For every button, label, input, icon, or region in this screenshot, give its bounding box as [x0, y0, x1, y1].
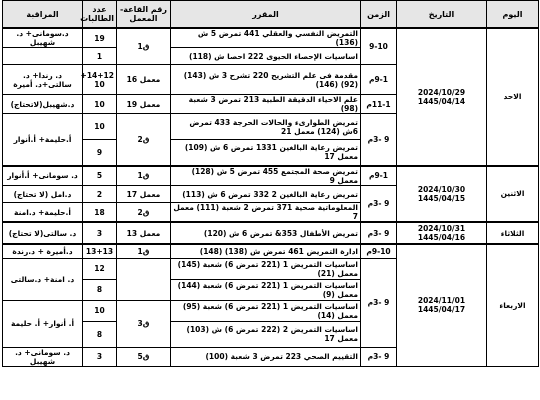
- date-cell: [397, 222, 487, 244]
- course-cell: تمريض رعاية البالغين 2 332 تمرض 6 ش (113): [171, 186, 361, 203]
- course-cell: مقدمة فى علم التشريح 220 تشرح 3 ش (143) (92) (146): [171, 65, 361, 95]
- room-cell: ق3: [117, 300, 171, 347]
- time-cell: 9-1م: [361, 65, 397, 95]
- course-cell: اساسيات التمريض 2 (222 تمرض 6) ش (103) معمل 17: [171, 321, 361, 347]
- count-cell: 19: [83, 28, 117, 48]
- time-cell: 9 -3م: [361, 347, 397, 366]
- course-cell: اساسيات التمريض 1 (221 تمرض 6) شعبة (145) معمل (21): [171, 258, 361, 279]
- date-hijri: 1445/04/16: [417, 233, 466, 242]
- day-cell: الاحد: [487, 28, 539, 166]
- course-cell: اساسيات التمريض 1 (221 تمرض 6) شعبة (95) معمل (14): [171, 300, 361, 321]
- course-cell: اساسيات الإحصاء الحيوى 222 احصا ش (118): [171, 48, 361, 65]
- time-cell: 9-1م: [361, 166, 397, 186]
- supervisor-cell: د. سومانى+ د. شهيبل: [3, 347, 83, 366]
- count-cell: 14+12+ 10: [83, 65, 117, 95]
- course-cell: المعلوماتية صحية 371 تمرض 2 شعبة (111) معمل 7: [171, 203, 361, 223]
- time-cell: 9-10م: [361, 244, 397, 258]
- date-hijri: 1445/04/15: [417, 193, 466, 203]
- day-cell: الثلاثاء: [487, 222, 539, 244]
- exam-schedule-table: [2, 0, 539, 367]
- room-cell: ق2: [117, 203, 171, 223]
- room-cell: [117, 258, 171, 300]
- date-gregorian: 2024/11/01: [417, 296, 466, 306]
- date-gregorian: 2024/10/31: [417, 224, 466, 233]
- room-cell: ق2: [117, 114, 171, 166]
- room-cell: معمل 19: [117, 95, 171, 114]
- header-row: [3, 1, 539, 29]
- header-course: المقرر: [171, 1, 361, 29]
- table-row: [3, 28, 539, 48]
- time-cell: 9 -3م: [361, 258, 397, 347]
- table-row: [3, 166, 539, 186]
- room-cell: ق1: [117, 166, 171, 186]
- course-cell: علم الاحياء الدقيقة الطبية 213 تمرض 3 شعبة (98): [171, 95, 361, 114]
- time-cell: 11-1م: [361, 95, 397, 114]
- count-cell: 9: [83, 140, 117, 166]
- count-cell: 5: [83, 166, 117, 186]
- count-cell: 3: [83, 347, 117, 366]
- time-cell: 9 -3م: [361, 186, 397, 223]
- time-cell: 9-10: [361, 28, 397, 65]
- course-cell: ادارة التمريض 461 تمرض ش (138) (148): [171, 244, 361, 258]
- supervisor-cell: د.أميرة + د.رندة: [3, 244, 83, 258]
- supervisor-cell: د.سومانى+ د. شهيبل: [3, 28, 83, 48]
- room-cell: ق1: [117, 244, 171, 258]
- header-supervisor: المراقبة: [3, 1, 83, 29]
- course-cell: التقييم الصحي 223 تمرض 3 شعبة (100): [171, 347, 361, 366]
- date-gregorian: 2024/10/30: [417, 184, 466, 194]
- count-cell: 1: [83, 48, 117, 65]
- course-cell: تمريض الأطفال 353& تمرض 6 ش (120): [171, 222, 361, 244]
- count-cell: 8: [83, 279, 117, 300]
- date-hijri: 1445/04/17: [417, 305, 466, 315]
- time-cell: 9 -3م: [361, 222, 397, 244]
- count-cell: 3: [83, 222, 117, 244]
- count-cell: 10: [83, 300, 117, 321]
- table-row: [3, 222, 539, 244]
- date-hijri: 1445/04/14: [417, 96, 466, 106]
- date-cell: [397, 166, 487, 223]
- room-cell: معمل 17: [117, 186, 171, 203]
- time-cell: 9 -3م: [361, 114, 397, 166]
- count-cell: 10: [83, 95, 117, 114]
- supervisor-cell: د.امل (لا تحتاج): [3, 186, 83, 203]
- date-cell: [397, 28, 487, 166]
- room-cell: ق1: [117, 28, 171, 65]
- supervisor-cell: أ.حليمة+ أ.أنوار: [3, 114, 83, 166]
- course-cell: تمريض رعاية البالغين 1331 تمرض 6 ش (109) معمل 17: [171, 140, 361, 166]
- header-time: الزمن: [361, 1, 397, 29]
- count-cell: 8: [83, 321, 117, 347]
- supervisor-cell: د.شهيبل(لاتحتاج): [3, 95, 83, 114]
- supervisor-cell: [3, 48, 83, 65]
- day-cell: الاربعاء: [487, 244, 539, 366]
- date-cell: [397, 244, 487, 366]
- count-cell: 18: [83, 203, 117, 223]
- header-count: عدد الطالبات: [83, 1, 117, 29]
- room-cell: ق5: [117, 347, 171, 366]
- count-cell: 2: [83, 186, 117, 203]
- count-cell: 12: [83, 258, 117, 279]
- table-row: [3, 244, 539, 258]
- date-gregorian: 2024/10/29: [417, 87, 466, 97]
- supervisor-cell: أ. أنوار+ أ. حليمة: [3, 300, 83, 347]
- header-date: التاريخ: [397, 1, 487, 29]
- room-cell: معمل 16: [117, 65, 171, 95]
- header-day: اليوم: [487, 1, 539, 29]
- day-cell: الاثنين: [487, 166, 539, 223]
- supervisor-cell: د. سالتى(لا تحتاج): [3, 222, 83, 244]
- supervisor-cell: د. امنة+ د.سالتى: [3, 258, 83, 300]
- course-cell: التمريض النفسي والعقلي 441 تمرض 5 ش (136): [171, 28, 361, 48]
- course-cell: تمريض صحة المجتمع 455 تمرض 5 ش (128) معمل 9: [171, 166, 361, 186]
- supervisor-cell: د. رندا+ د. سالتى+د. أميرة: [3, 65, 83, 95]
- header-room: رقم القاعة- المعمل: [117, 1, 171, 29]
- count-cell: 10: [83, 114, 117, 140]
- count-cell: 13+13: [83, 244, 117, 258]
- supervisor-cell: د. سومانى+ أ.أنوار: [3, 166, 83, 186]
- supervisor-cell: أ.حليمة+ د.امنة: [3, 203, 83, 223]
- course-cell: تمريض الطوارىء والحالات الحرجة 433 تمرض 6ش (124) معمل 21: [171, 114, 361, 140]
- room-cell: معمل 13: [117, 222, 171, 244]
- course-cell: اساسيات التمريض 1 (221 تمرض 6) شعبة (144) معمل (9): [171, 279, 361, 300]
